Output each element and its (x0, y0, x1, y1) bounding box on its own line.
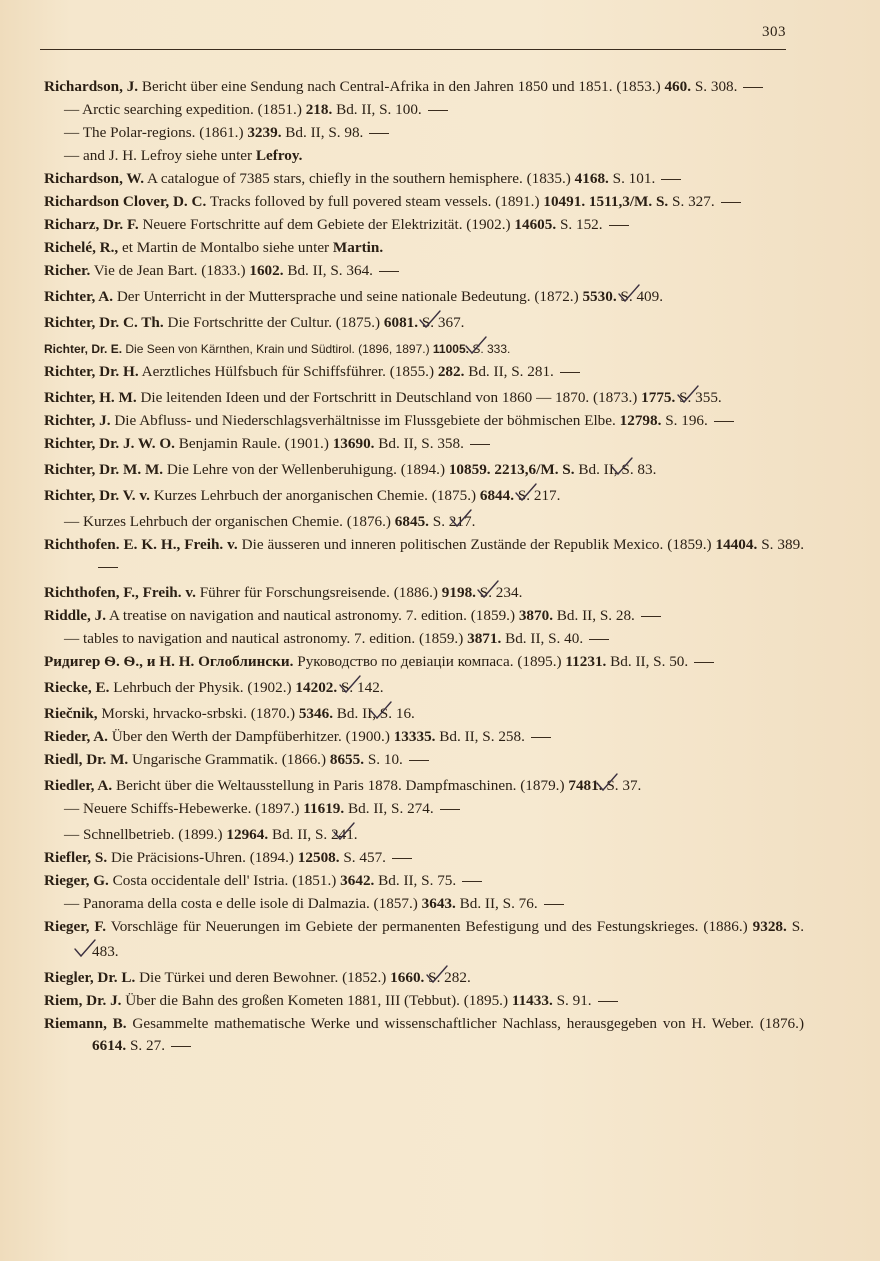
catalogue-entry (44, 214, 804, 236)
entry-title: Ungarische Grammatik. (1866.) (132, 751, 327, 768)
catalogue-entry (44, 283, 804, 308)
dash-mark-icon (609, 225, 629, 226)
checkmark-icon (658, 456, 682, 476)
entry-title: Руководство по девiацiи компаса. (1895.) (297, 653, 562, 670)
entry-page-ref: S. 355. (679, 389, 722, 406)
catalogue-entry (44, 508, 804, 533)
ditto-dash: — (64, 147, 83, 164)
entry-page-ref: S. 91. (556, 992, 592, 1009)
checkmark-icon (562, 482, 586, 502)
entry-page-ref: Bd. II, S. 76. (459, 895, 538, 912)
entry-author: Rieder, A. (44, 728, 108, 745)
entry-page-ref: S. 327. (672, 193, 715, 210)
entry-page-ref: S. 409. (620, 288, 664, 305)
entry-author: Richter, J. (44, 412, 111, 429)
entry-title: Benjamin Raule. (1901.) (178, 435, 329, 452)
entry-title: and J. H. Lefroy siehe unter (82, 147, 253, 164)
catalogue-entry (44, 260, 804, 282)
ditto-dash: — (64, 101, 83, 118)
entry-number: 3643. (421, 895, 456, 912)
entry-title: Die Präcisions-Uhren. (1894.) (110, 849, 294, 866)
entry-author: Rieger, G. (44, 872, 109, 889)
catalogue-entry (44, 821, 804, 846)
entry-title: Die äusseren und inneren politischen Zustände der Republik Mexico. (1859.) (241, 536, 712, 553)
dash-mark-icon (409, 760, 429, 761)
entry-number: 460. (664, 78, 692, 95)
page-number: 303 (762, 24, 786, 40)
dash-mark-icon (531, 737, 551, 738)
entry-author: Riemann, B. (44, 1015, 127, 1032)
entry-number: 11005. (432, 342, 469, 356)
entry-title: A catalogue of 7385 stars, chiefly in the southern hemisphere. (1835.) (146, 170, 571, 187)
entry-author: Riedl, Dr. M. (44, 751, 129, 768)
catalogue-entry (44, 237, 804, 259)
catalogue-entry (44, 384, 804, 409)
entry-title: Neuere Fortschritte auf dem Gebiete der Elektrizität. (1902.) (142, 216, 511, 233)
entry-page-ref: Bd. II, S. 75. (378, 872, 457, 889)
entry-page-ref: Bd. II, S. 358. (378, 435, 464, 452)
entry-title: et Martin de Montalbo siehe unter (122, 239, 330, 256)
entry-number: 4168. (574, 170, 609, 187)
entry-page-ref: Bd. II, S. 274. (348, 800, 434, 817)
catalogue-entry (44, 1013, 804, 1057)
entry-page-ref: Bd. II, S. 40. (505, 630, 584, 647)
checkmark-icon (473, 964, 497, 984)
dash-mark-icon (721, 202, 741, 203)
entry-author: Riddle, J. (44, 607, 107, 624)
entry-title: Aerztliches Hülfsbuch für Schiffsführer. (1855.) (141, 363, 435, 380)
entry-author: Richter, Dr. M. M. (44, 461, 164, 478)
entry-page-ref: Bd. II, S. 28. (556, 607, 635, 624)
dash-mark-icon (589, 639, 609, 640)
entry-number: 3642. (340, 872, 375, 889)
catalogue-entry (44, 674, 804, 699)
entry-number: 12798. (619, 412, 662, 429)
dash-mark-icon (379, 271, 399, 272)
checkmark-icon (121, 938, 145, 958)
entry-title: Die Fortschritte der Cultur. (1875.) (167, 314, 381, 331)
catalogue-entry (44, 335, 804, 360)
entry-title: Bericht über die Weltausstellung in Paris 1878. Dampfmaschinen. (1879.) (116, 777, 565, 794)
entry-title: A treatise on navigation and nautical astronomy. 7. edition. (1859.) (109, 607, 516, 624)
entry-number: 13335. (393, 728, 436, 745)
catalogue-entry (44, 145, 804, 167)
ditto-dash: — (64, 826, 83, 843)
catalogue-entry (44, 605, 804, 627)
entry-title: Die Lehre von der Wellenberuhigung. (1894.) (166, 461, 446, 478)
entry-page-ref: S. 37. (606, 777, 642, 794)
entry-page-ref: S. 483. (92, 918, 804, 960)
entry-page-ref: Bd. II, S. 50. (610, 653, 689, 670)
entry-number: 13690. (332, 435, 375, 452)
entry-number: 11433. (511, 992, 553, 1009)
entry-title: Kurzes Lehrbuch der anorganischen Chemie. (1875.) (153, 487, 477, 504)
entry-number: 12508. (297, 849, 340, 866)
entry-title: Der Unterricht in der Muttersprache und seine nationale Bedeutung. (1872.) (116, 288, 579, 305)
entry-author: Richter, H. M. (44, 389, 137, 406)
dash-mark-icon (462, 881, 482, 882)
dash-mark-icon (714, 421, 734, 422)
entry-page-ref: Bd. II, S. 281. (468, 363, 554, 380)
catalogue-entry (44, 628, 804, 650)
dash-mark-icon (98, 567, 118, 568)
entry-author: Riedler, A. (44, 777, 113, 794)
entry-title: Die leitenden Ideen und der Fortschritt in Deutschland von 1860 — 1870. (1873.) (140, 389, 638, 406)
entry-author: Rieger, F. (44, 918, 107, 935)
entry-number: 11231. (565, 653, 607, 670)
ditto-dash: — (64, 124, 83, 141)
entry-author: Richelé, R., (44, 239, 119, 256)
catalogue-entry (44, 990, 804, 1012)
entry-title: Lehrbuch der Physik. (1902.) (113, 679, 292, 696)
entry-page-ref: S. 217. (517, 487, 561, 504)
catalogue-entry (44, 309, 804, 334)
catalogue-entry (44, 99, 804, 121)
entry-number: 10491. 1511,3/M. S. (543, 193, 669, 210)
checkmark-icon (386, 674, 410, 694)
entry-number: 7481. (568, 777, 603, 794)
entry-number: 282. (437, 363, 465, 380)
entry-author: Richter, Dr. V. v. (44, 487, 150, 504)
dash-mark-icon (544, 904, 564, 905)
entry-page-ref: S. 27. (129, 1037, 165, 1054)
entry-number: 6844. (479, 487, 515, 504)
entry-author: Riem, Dr. J. (44, 992, 122, 1009)
entry-page-ref: S. 308. (694, 78, 738, 95)
checkmark-icon (512, 335, 536, 355)
entry-title: Kurzes Lehrbuch der organischen Chemie. (1876.) (82, 513, 391, 530)
catalogue-entry (44, 122, 804, 144)
catalogue-entry (44, 700, 804, 725)
catalogue-entry (44, 651, 804, 673)
entry-title: The Polar-regions. (1861.) (82, 124, 244, 141)
entry-number: 9198. (441, 584, 476, 601)
entry-author: Richter, Dr. C. Th. (44, 314, 164, 331)
entry-number: 6614. (92, 1037, 127, 1054)
entry-author: Richter, A. (44, 288, 114, 305)
ditto-dash: — (64, 895, 83, 912)
dash-mark-icon (598, 1001, 618, 1002)
entry-author: Richthofen, F., Freih. v. (44, 584, 196, 601)
catalogue-entry (44, 433, 804, 455)
catalogue-entry (44, 798, 804, 820)
entry-title: Über den Werth der Dampfüberhitzer. (1900.) (111, 728, 390, 745)
entry-number: Martin. (332, 239, 384, 256)
entry-title: Die Türkei und deren Bewohner. (1852.) (139, 969, 387, 986)
entry-title: Führer für Forschungsreisende. (1886.) (199, 584, 438, 601)
entry-author: Riefler, S. (44, 849, 108, 866)
dash-mark-icon (694, 662, 714, 663)
entry-title: Vie de Jean Bart. (1833.) (93, 262, 246, 279)
catalogue-entry (44, 191, 804, 213)
entry-number: 12964. (226, 826, 269, 843)
catalogue-entry (44, 456, 804, 481)
entry-page-ref: S. 457. (343, 849, 386, 866)
entry-title: Über die Bahn des großen Kometen 1881, III (Tebbut). (1895.) (125, 992, 509, 1009)
entry-title: Die Abfluss- und Niederschlagsverhältnisse im Flussgebiete der böhmischen Elbe. (114, 412, 616, 429)
catalogue-entry (44, 772, 804, 797)
catalogue-entry (44, 916, 804, 963)
checkmark-icon (524, 579, 548, 599)
dash-mark-icon (171, 1046, 191, 1047)
entry-page-ref: S. 367. (421, 314, 465, 331)
ditto-dash: — (64, 800, 83, 817)
entry-number: 14605. (514, 216, 557, 233)
entry-page-ref: S. 333. (472, 342, 511, 356)
dash-mark-icon (428, 110, 448, 111)
catalogue-entry (44, 847, 804, 869)
entry-author: Riegler, Dr. L. (44, 969, 136, 986)
entry-list (44, 76, 804, 1058)
catalogue-entry (44, 870, 804, 892)
dash-mark-icon (470, 444, 490, 445)
entry-number: 8655. (329, 751, 365, 768)
entry-page-ref: Bd. II, S. 98. (285, 124, 364, 141)
entry-number: 6081. (383, 314, 419, 331)
entry-author: Richter, Dr. E. (44, 342, 123, 356)
catalogue-entry (44, 964, 804, 989)
entry-title: Panorama della costa e delle isole di Dalmazia. (1857.) (82, 895, 418, 912)
entry-author: Richer. (44, 262, 91, 279)
entry-number: 218. (305, 101, 333, 118)
entry-page-ref: S. 101. (612, 170, 656, 187)
entry-number: 1660. (390, 969, 425, 986)
entry-title: Die Seen von Kärnthen, Krain und Südtirol. (1896, 1897.) (125, 342, 430, 356)
entry-author: Riecke, E. (44, 679, 110, 696)
dash-mark-icon (369, 133, 389, 134)
entry-title: Morski, hrvacko-srbski. (1870.) (101, 705, 296, 722)
entry-title: Schnellbetrieb. (1899.) (82, 826, 223, 843)
entry-page-ref: S. 234. (479, 584, 523, 601)
entry-title: Arctic searching expedition. (1851.) (82, 101, 302, 118)
entry-page-ref: S. 196. (665, 412, 708, 429)
checkmark-icon (724, 384, 748, 404)
entry-number: 5530. (582, 288, 617, 305)
entry-title: Vorschläge für Neuerungen im Gebiete der permanenten Befestigung und des Festungskrieges. (1886.) (110, 918, 748, 935)
entry-page-ref: Bd. II, S. 100. (336, 101, 422, 118)
entry-title: Tracks folloved by full povered steam vessels. (1891.) (209, 193, 540, 210)
checkmark-icon (466, 309, 490, 329)
entry-number: Lefroy. (255, 147, 303, 164)
checkmark-icon (477, 508, 501, 528)
entry-page-ref: Bd. II, S. 16. (336, 705, 415, 722)
dash-mark-icon (392, 858, 412, 859)
entry-number: 3871. (467, 630, 502, 647)
entry-title: Bericht über eine Sendung nach Central-Afrika in den Jahren 1850 und 1851. (1853.) (141, 78, 661, 95)
entry-title: Neuere Schiffs-Hebewerke. (1897.) (82, 800, 300, 817)
entry-number: 6845. (394, 513, 429, 530)
dash-mark-icon (743, 87, 763, 88)
ditto-dash: — (64, 630, 83, 647)
catalogue-entry (44, 76, 804, 98)
dash-mark-icon (641, 616, 661, 617)
entry-page-ref: S. 282. (428, 969, 471, 986)
entry-number: 10859. 2213,6/M. S. (448, 461, 575, 478)
catalogue-entry (44, 579, 804, 604)
checkmark-icon (360, 821, 384, 841)
entry-title: tables to navigation and nautical astronomy. 7. edition. (1859.) (82, 630, 464, 647)
entry-author: Ридигер Ѳ. Ѳ., и Н. Н. Оглоблински. (44, 653, 294, 670)
catalogue-entry (44, 534, 804, 578)
checkmark-icon (643, 772, 667, 792)
catalogue-entry (44, 410, 804, 432)
entry-number: 14404. (715, 536, 758, 553)
entry-author: Richter, Dr. H. (44, 363, 139, 380)
checkmark-icon (417, 700, 441, 720)
header-rule (40, 49, 786, 50)
entry-author: Richardson, W. (44, 170, 145, 187)
catalogue-entry (44, 749, 804, 771)
entry-author: Richardson Clover, D. C. (44, 193, 207, 210)
catalogue-entry (44, 726, 804, 748)
entry-number: 9328. (752, 918, 787, 935)
entry-author: Richthofen. E. K. H., Freih. v. (44, 536, 238, 553)
entry-page-ref: S. 142. (340, 679, 384, 696)
checkmark-icon (665, 283, 689, 303)
entry-number: 14202. (295, 679, 338, 696)
entry-page-ref: Bd. II, S. 258. (439, 728, 525, 745)
entry-page-ref: S. 152. (559, 216, 603, 233)
catalogue-entry (44, 168, 804, 190)
entry-author: Richter, Dr. J. W. O. (44, 435, 175, 452)
entry-page-ref: S. 389. (761, 536, 805, 553)
entry-author: Riečnik, (44, 705, 98, 722)
entry-number: 3870. (518, 607, 553, 624)
entry-page-ref: Bd. II, S. 241. (271, 826, 358, 843)
entry-number: 1775. (641, 389, 676, 406)
entry-author: Richarz, Dr. F. (44, 216, 139, 233)
entry-page-ref: S. 10. (367, 751, 403, 768)
dash-mark-icon (440, 809, 460, 810)
dash-mark-icon (661, 179, 681, 180)
ditto-dash: — (64, 513, 83, 530)
entry-number: 11619. (303, 800, 345, 817)
entry-number: 3239. (247, 124, 282, 141)
entry-page-ref: S. 217. (432, 513, 476, 530)
catalogue-entry (44, 482, 804, 507)
entry-title: Gesammelte mathematische Werke und wissenschaftlicher Nachlass, herausgegeben von H. Weber. (1876.) (132, 1015, 804, 1032)
entry-page-ref: Bd. II, S. 83. (578, 461, 657, 478)
entry-number: 5346. (298, 705, 333, 722)
dash-mark-icon (560, 372, 580, 373)
catalogue-entry (44, 893, 804, 915)
entry-author: Richardson, J. (44, 78, 139, 95)
entry-number: 1602. (249, 262, 284, 279)
catalogue-entry (44, 361, 804, 383)
entry-title: Costa occidentale dell' Istria. (1851.) (112, 872, 337, 889)
entry-page-ref: Bd. II, S. 364. (287, 262, 373, 279)
